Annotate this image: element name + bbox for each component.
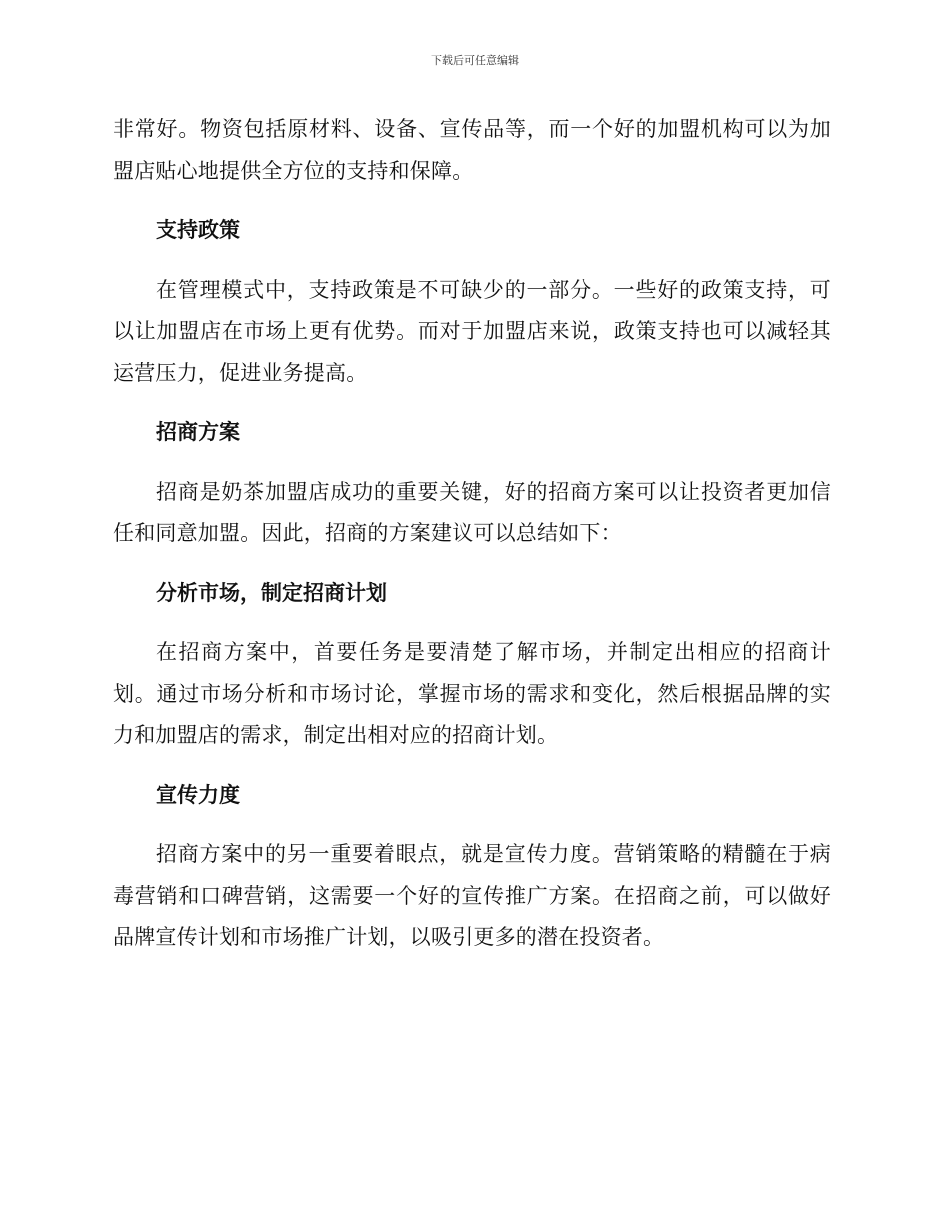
- paragraph-gap: [113, 192, 831, 210]
- paragraph-gap: [113, 816, 831, 834]
- document-body: [113, 109, 831, 959]
- heading-market-analysis: 分析市场，制定招商计划: [156, 580, 387, 605]
- heading-promotion: 宣传力度: [156, 782, 240, 807]
- paragraph-materials: 非常好。物资包括原材料、设备、宣传品等，而一个好的加盟机构可以为加盟店贴心地提供全方位的支持和保障。: [113, 117, 831, 183]
- paragraph-support-policy: 在管理模式中，支持政策是不可缺少的一部分。一些好的政策支持，可以让加盟店在市场上更有优势。而对于加盟店来说，政策支持也可以减轻其运营压力，促进业务提高。: [113, 277, 831, 385]
- paragraph-investment-plan: 招商是奶茶加盟店成功的重要关键，好的招商方案可以让投资者更加信任和同意加盟。因此，招商的方案建议可以总结如下：: [113, 479, 831, 545]
- paragraph-gap: [113, 757, 831, 775]
- paragraph-market-analysis: 在招商方案中，首要任务是要清楚了解市场，并制定出相应的招商计划。通过市场分析和市场讨论，掌握市场的需求和变化，然后根据品牌的实力和加盟店的需求，制定出相对应的招商计划。: [113, 640, 831, 747]
- paragraph-gap: [113, 555, 831, 573]
- paragraph-gap: [113, 614, 831, 632]
- header-note: 下载后可任意编辑: [431, 54, 519, 67]
- paragraph-gap: [113, 394, 831, 412]
- heading-support-policy: 支持政策: [156, 218, 240, 242]
- heading-investment-plan: 招商方案: [156, 420, 240, 444]
- paragraph-promotion: 招商方案中的另一重要着眼点，就是宣传力度。营销策略的精髓在于病毒营销和口碑营销，这需要一个好的宣传推广方案。在招商之前，可以做好品牌宣传计划和市场推广计划，以吸引更多的潜在投资者。: [113, 842, 831, 949]
- paragraph-gap: [113, 252, 831, 270]
- paragraph-gap: [113, 454, 831, 472]
